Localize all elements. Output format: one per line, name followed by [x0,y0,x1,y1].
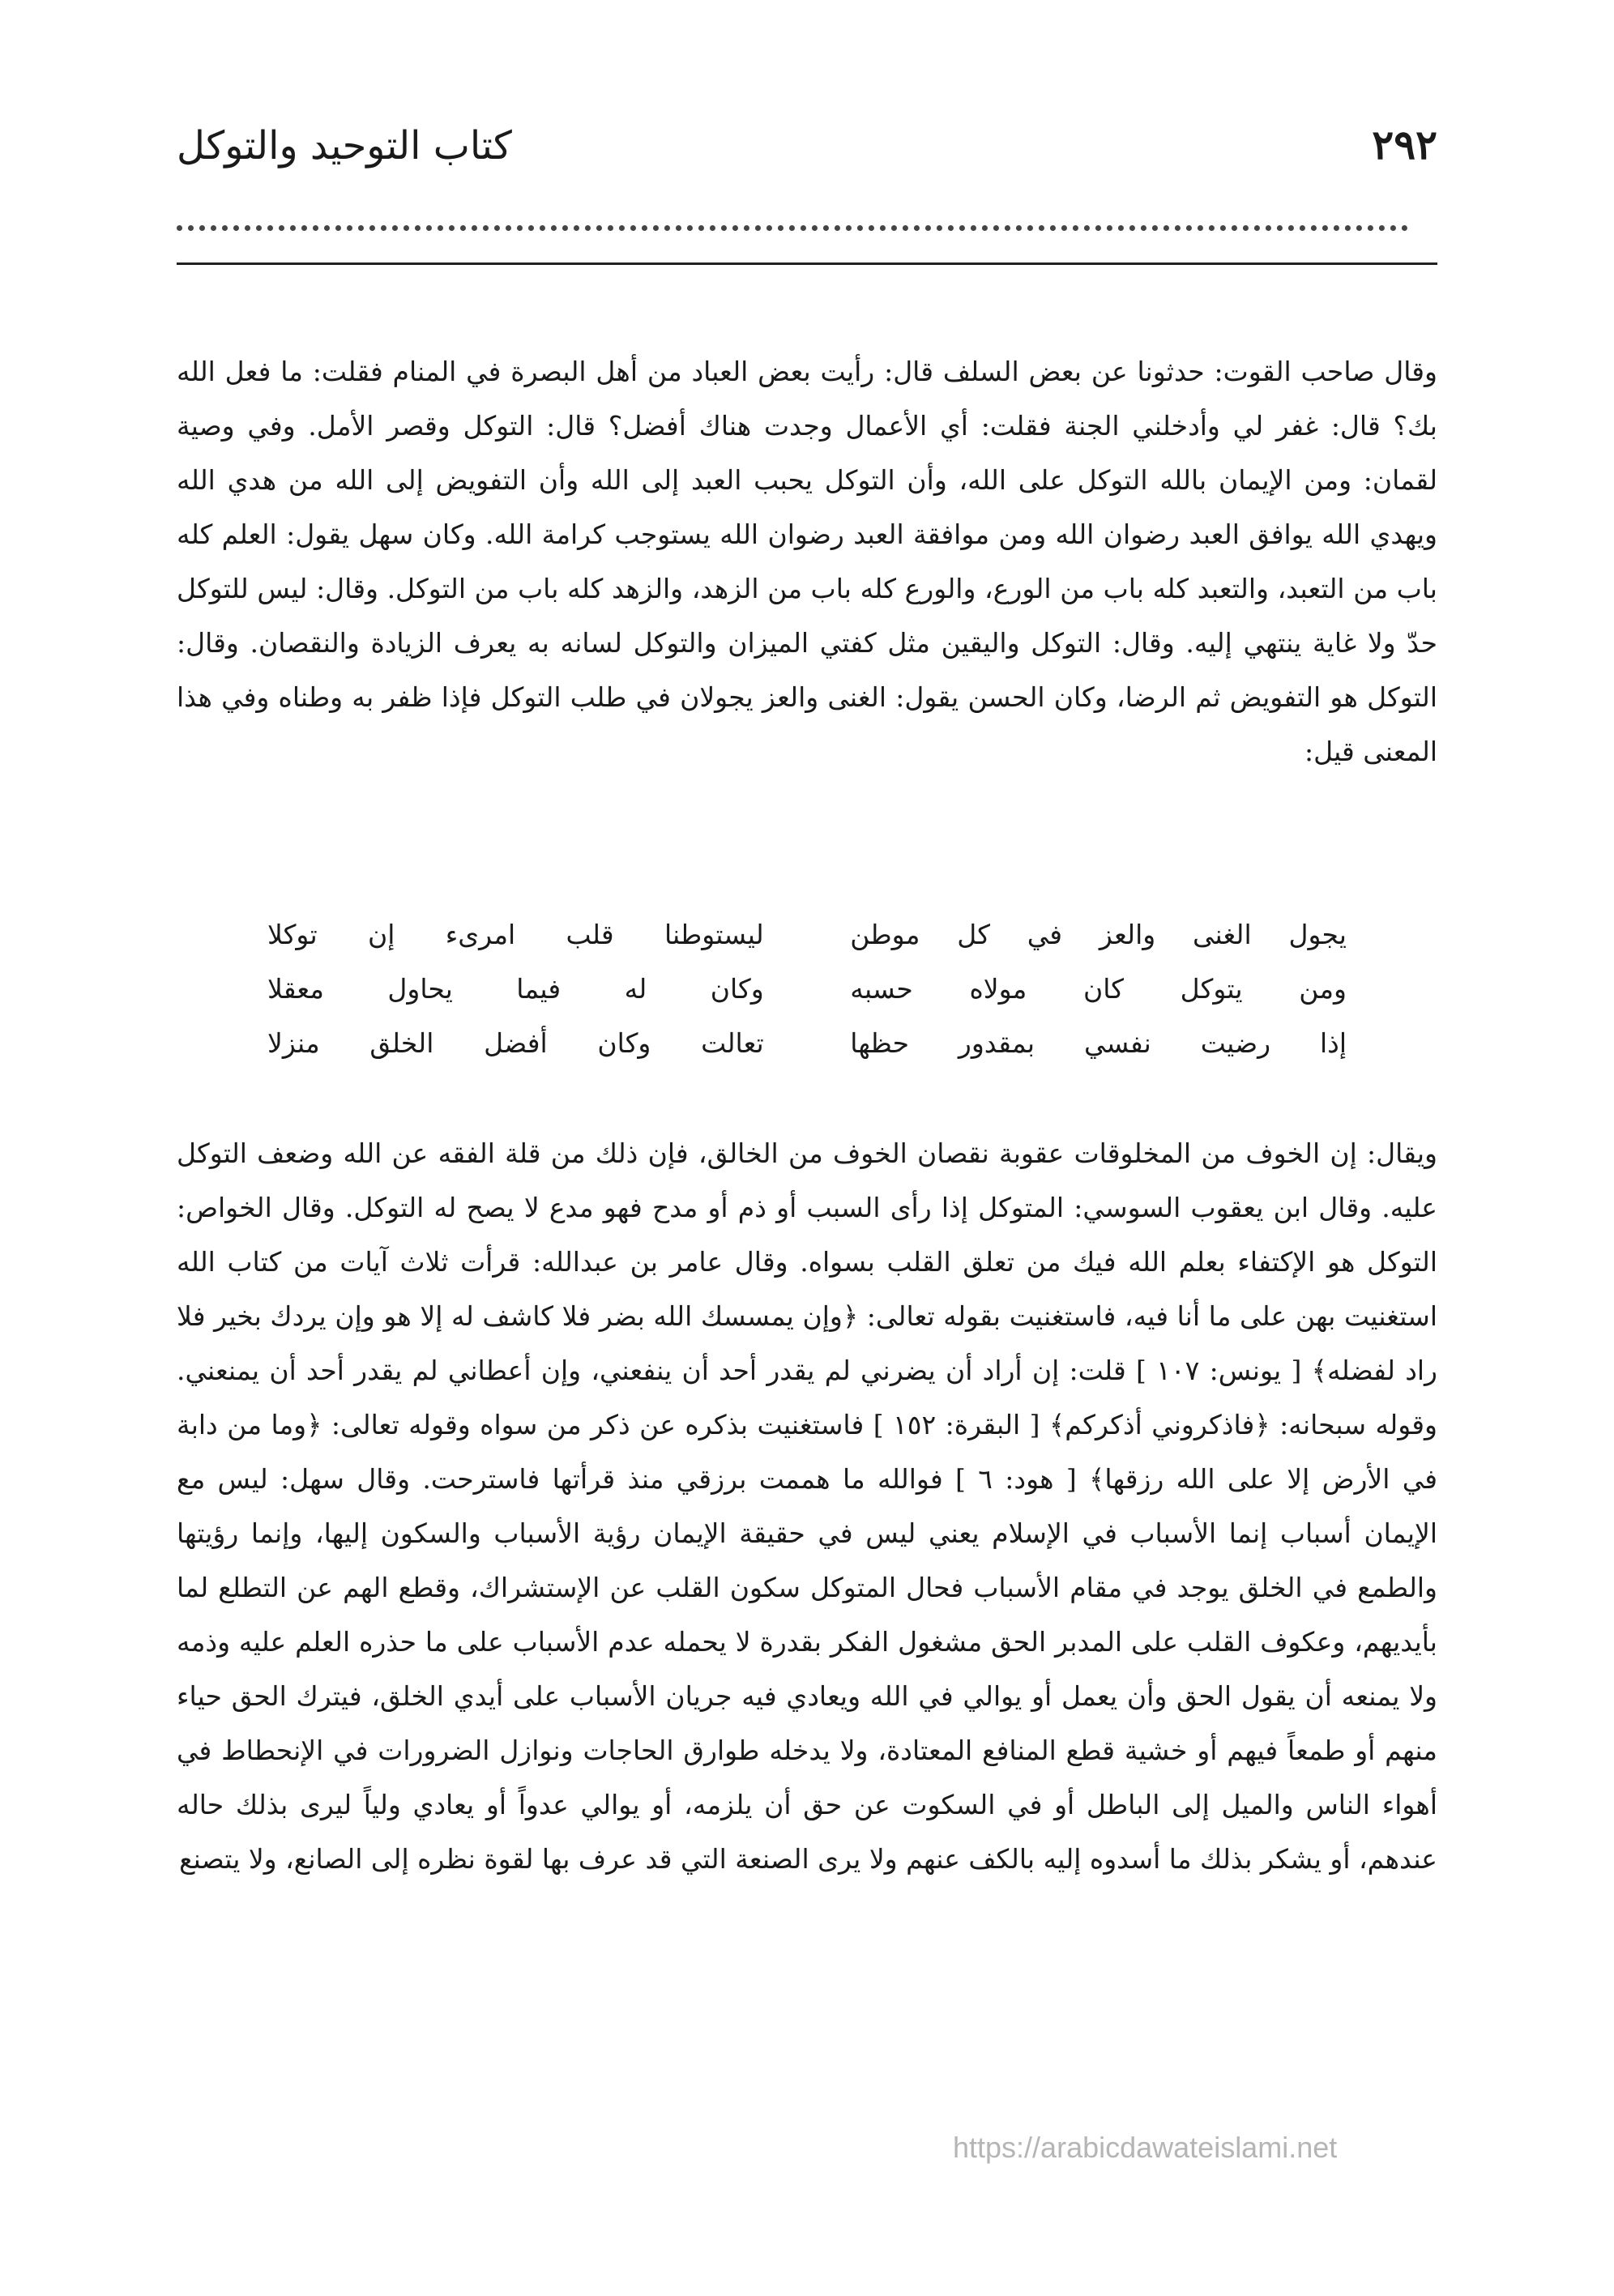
book-title: كتاب التوحيد والتوكل [177,123,512,169]
dotted-rule [177,225,1408,231]
hemistich-second: ليستوطنا قلب امرىء إن توكلا [267,919,764,950]
poem-verse-1 [267,907,1347,962]
page-number: ٢٩٢ [1372,121,1437,169]
hemistich-first: إذا رضيت نفسي بمقدور حظها [850,1027,1347,1059]
paragraph-2: ويقال: إن الخوف من المخلوقات عقوبة نقصان الخوف من الخالق، فإن ذلك من قلة الفقه عن الله وضعف التوكل عليه. وقال ابن يعقوب السوسي: المتوكل إذا رأى السبب أو ذم أو مدح فهو مدع لا يصح له التوكل. وقال الخواص: التوكل هو الإكتفاء بعلم الله فيك من تعلق القلب بسواه. وقال عامر بن عبدالله: قرأت ثلاث آيات من كتاب الله استغنيت بهن على ما أنا فيه، فاستغنيت بقوله تعالى: ﴿وإن يمسسك الله بضر فلا كاشف له إلا هو وإن يردك بخير فلا راد لفضله﴾ [ يونس: ١٠٧ ] قلت: إن أراد أن يضرني لم يقدر أحد أن ينفعني، وإن أعطاني لم يقدر أحد أن يمنعني. وقوله سبحانه: ﴿فاذكروني أذكركم﴾ [ البقرة: ١٥٢ ] فاستغنيت بذكره عن ذكر من سواه وقوله تعالى: ﴿وما من دابة في الأرض إلا على الله رزقها﴾ [ هود: ٦ ] فوالله ما هممت برزقي منذ قرأتها فاسترحت. وقال سهل: ليس مع الإيمان أسباب إنما الأسباب في الإسلام يعني ليس في حقيقة الإيمان رؤية الأسباب والسكون إليها، وإنما رؤيتها والطمع في الخلق يوجد في مقام الأسباب فحال المتوكل سكون القلب عن الإستشراك، وقطع الهم عن التطلع لما بأيديهم، وعكوف القلب على المدبر الحق مشغول الفكر بقدرة لا يحمله عدم الأسباب على ما حذره العلم عليه وذمه ولا يمنعه أن يقول الحق وأن يعمل أو يوالي في الله ويعادي فيه جريان الأسباب على أيدي الخلق، فيترك الحق حياء منهم أو طمعاً فيهم أو خشية قطع المنافع المعتادة، ولا يدخله طوارق الحاجات ونوازل الضرورات في الإنحطاط في أهواء الناس والميل إلى الباطل أو في السكوت عن حق أن يلزمه، أو يوالي عدواً أو يعادي ولياً ليرى بذلك حاله عندهم، أو يشكر بذلك ما أسدوه إليه بالكف عنهم ولا يرى الصنعة التي قد عرف بها لقوة نظره إلى الصانع، ولا يتصنع [177,1137,1437,1875]
hemistich-second: وكان له فيما يحاول معقلا [267,973,764,1005]
hemistich-second: تعالت وكان أفضل الخلق منزلا [267,1027,764,1059]
poem-verse-3 [267,1016,1347,1070]
poem [267,907,1347,1070]
watermark-url: https://arabicdawateislami.net [953,2131,1338,2164]
header-divider [177,262,1437,265]
poem-verse-2 [267,962,1347,1016]
hemistich-first: يجول الغنى والعز في كل موطن [850,919,1347,950]
hemistich-first: ومن يتوكل كان مولاه حسبه [850,973,1347,1005]
page-header [177,104,1437,169]
paragraph-1: وقال صاحب القوت: حدثونا عن بعض السلف قال: رأيت بعض العباد من أهل البصرة في المنام فقلت: ما فعل الله بك؟ قال: غفر لي وأدخلني الجنة فقلت: أي الأعمال وجدت هناك أفضل؟ قال: التوكل وقصر الأمل. وفي وصية لقمان: ومن الإيمان بالله التوكل على الله، وأن التوكل يحبب العبد إلى الله وأن التفويض إلى الله من هدي الله ويهدي الله يوافق العبد رضوان الله ومن موافقة العبد رضوان الله يستوجب كرامة الله. وكان سهل يقول: العلم كله باب من التعبد، والتعبد كله باب من الورع، والورع كله باب من الزهد، والزهد كله باب من التوكل. وقال: ليس للتوكل حدّ ولا غاية ينتهي إليه. وقال: التوكل واليقين مثل كفتي الميزان والتوكل لسانه به يعرف الزيادة والنقصان. وقال: التوكل هو التفويض ثم الرضا، وكان الحسن يقول: الغنى والعز يجولان في طلب التوكل فإذا ظفر به وطناه وفي هذا المعنى قيل: [177,356,1437,767]
